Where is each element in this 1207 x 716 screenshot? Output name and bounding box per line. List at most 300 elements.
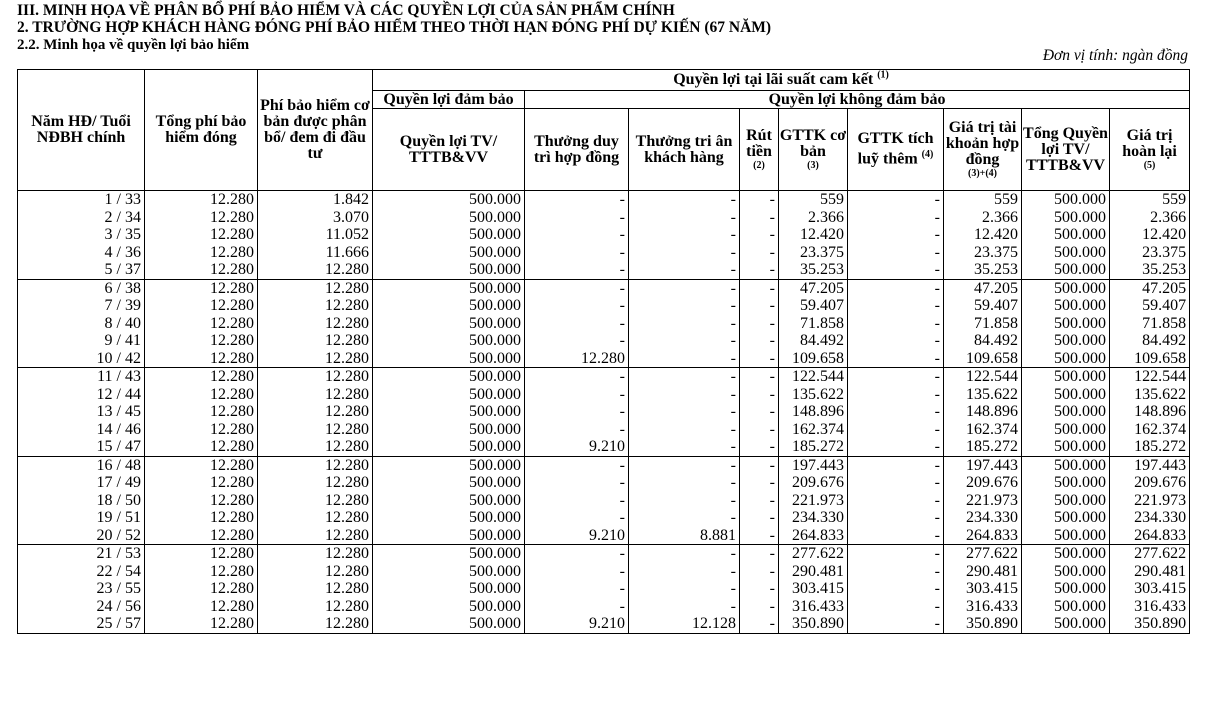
cell-surrender: 185.272 <box>1110 438 1190 456</box>
cell-maintenance-bonus: - <box>525 403 629 421</box>
cell-basic-account: 350.890 <box>779 615 848 633</box>
cell-withdrawal: - <box>740 297 779 315</box>
cell-withdrawal: - <box>740 598 779 616</box>
cell-maintenance-bonus: - <box>525 545 629 563</box>
table-row <box>18 315 1190 333</box>
cell-death-tpd: 500.000 <box>373 580 525 598</box>
cell-total-premium: 12.280 <box>145 421 258 439</box>
cell-surrender: 23.375 <box>1110 244 1190 262</box>
cell-loyalty-bonus: - <box>629 563 740 581</box>
table-row <box>18 368 1190 386</box>
cell-loyalty-bonus: - <box>629 332 740 350</box>
table-row <box>18 545 1190 563</box>
header-non-guaranteed: Quyền lợi không đảm bảo <box>525 91 1190 109</box>
cell-surrender: 221.973 <box>1110 492 1190 510</box>
cell-loyalty-bonus: - <box>629 226 740 244</box>
cell-maintenance-bonus: 12.280 <box>525 350 629 368</box>
cell-topup-account: - <box>848 297 944 315</box>
cell-basic-premium: 11.666 <box>258 244 373 262</box>
cell-account-value: 2.366 <box>944 209 1022 227</box>
header-basic-account-label: GTTK cơ bản <box>779 126 847 160</box>
cell-maintenance-bonus: - <box>525 386 629 404</box>
cell-basic-account: 71.858 <box>779 315 848 333</box>
cell-year-age: 2 / 34 <box>18 209 145 227</box>
cell-surrender: 122.544 <box>1110 368 1190 386</box>
cell-maintenance-bonus: 9.210 <box>525 615 629 633</box>
table-row <box>18 244 1190 262</box>
table-row <box>18 297 1190 315</box>
cell-account-value: 47.205 <box>944 279 1022 297</box>
cell-loyalty-bonus: 12.128 <box>629 615 740 633</box>
header-withdrawal-note: (2) <box>753 159 765 171</box>
cell-topup-account: - <box>848 580 944 598</box>
cell-total-death: 500.000 <box>1022 527 1110 545</box>
cell-death-tpd: 500.000 <box>373 545 525 563</box>
cell-topup-account: - <box>848 456 944 474</box>
cell-total-premium: 12.280 <box>145 315 258 333</box>
cell-surrender: 135.622 <box>1110 386 1190 404</box>
cell-surrender: 234.330 <box>1110 509 1190 527</box>
cell-basic-premium: 12.280 <box>258 438 373 456</box>
section-heading: III. MINH HỌA VỀ PHÂN BỔ PHÍ BẢO HIỂM VÀ CÁC QUYỀN LỢI CỦA SẢN PHẨM CHÍNH <box>17 2 675 19</box>
cell-total-death: 500.000 <box>1022 386 1110 404</box>
cell-topup-account: - <box>848 527 944 545</box>
cell-total-death: 500.000 <box>1022 226 1110 244</box>
cell-total-death: 500.000 <box>1022 315 1110 333</box>
cell-withdrawal: - <box>740 279 779 297</box>
cell-loyalty-bonus: - <box>629 509 740 527</box>
table-row <box>18 191 1190 209</box>
header-year-age: Năm HĐ/ Tuổi NĐBH chính <box>18 70 145 191</box>
cell-basic-premium: 12.280 <box>258 315 373 333</box>
cell-year-age: 3 / 35 <box>18 226 145 244</box>
cell-loyalty-bonus: - <box>629 315 740 333</box>
cell-topup-account: - <box>848 598 944 616</box>
cell-basic-account: 59.407 <box>779 297 848 315</box>
cell-topup-account: - <box>848 474 944 492</box>
header-topup-account-note: (4) <box>921 149 934 161</box>
table-row <box>18 386 1190 404</box>
cell-surrender: 316.433 <box>1110 598 1190 616</box>
header-topup-account-label: GTTK tích luỹ thêm <box>857 130 934 168</box>
cell-basic-premium: 12.280 <box>258 563 373 581</box>
header-basic-account-note: (3) <box>807 159 819 171</box>
cell-total-death: 500.000 <box>1022 209 1110 227</box>
cell-loyalty-bonus: - <box>629 580 740 598</box>
cell-total-premium: 12.280 <box>145 226 258 244</box>
cell-topup-account: - <box>848 261 944 279</box>
cell-total-premium: 12.280 <box>145 244 258 262</box>
cell-year-age: 14 / 46 <box>18 421 145 439</box>
table-row <box>18 456 1190 474</box>
cell-maintenance-bonus: - <box>525 456 629 474</box>
cell-topup-account: - <box>848 563 944 581</box>
cell-total-premium: 12.280 <box>145 209 258 227</box>
cell-total-premium: 12.280 <box>145 386 258 404</box>
cell-year-age: 16 / 48 <box>18 456 145 474</box>
header-maintenance-bonus: Thưởng duy trì hợp đồng <box>525 109 629 191</box>
cell-basic-premium: 12.280 <box>258 403 373 421</box>
cell-loyalty-bonus: - <box>629 598 740 616</box>
cell-surrender: 84.492 <box>1110 332 1190 350</box>
cell-death-tpd: 500.000 <box>373 456 525 474</box>
cell-topup-account: - <box>848 209 944 227</box>
cell-total-premium: 12.280 <box>145 545 258 563</box>
cell-loyalty-bonus: - <box>629 244 740 262</box>
table-row <box>18 474 1190 492</box>
cell-loyalty-bonus: - <box>629 403 740 421</box>
cell-topup-account: - <box>848 438 944 456</box>
cell-maintenance-bonus: - <box>525 421 629 439</box>
header-total-death: Tổng Quyền lợi TV/ TTTB&VV <box>1022 109 1110 191</box>
cell-loyalty-bonus: - <box>629 456 740 474</box>
cell-death-tpd: 500.000 <box>373 244 525 262</box>
cell-withdrawal: - <box>740 261 779 279</box>
cell-year-age: 18 / 50 <box>18 492 145 510</box>
cell-loyalty-bonus: 8.881 <box>629 527 740 545</box>
cell-year-age: 21 / 53 <box>18 545 145 563</box>
cell-loyalty-bonus: - <box>629 191 740 209</box>
table-body <box>18 191 1190 634</box>
cell-total-death: 500.000 <box>1022 580 1110 598</box>
cell-surrender: 35.253 <box>1110 261 1190 279</box>
cell-basic-account: 2.366 <box>779 209 848 227</box>
cell-total-death: 500.000 <box>1022 615 1110 633</box>
cell-total-death: 500.000 <box>1022 563 1110 581</box>
cell-total-premium: 12.280 <box>145 279 258 297</box>
cell-death-tpd: 500.000 <box>373 226 525 244</box>
cell-total-premium: 12.280 <box>145 492 258 510</box>
cell-account-value: 197.443 <box>944 456 1022 474</box>
cell-death-tpd: 500.000 <box>373 563 525 581</box>
cell-total-death: 500.000 <box>1022 244 1110 262</box>
cell-withdrawal: - <box>740 545 779 563</box>
cell-account-value: 12.420 <box>944 226 1022 244</box>
cell-account-value: 559 <box>944 191 1022 209</box>
cell-total-death: 500.000 <box>1022 421 1110 439</box>
cell-death-tpd: 500.000 <box>373 474 525 492</box>
header-basic-premium: Phí bảo hiểm cơ bản được phân bổ/ đem đi đầu tư <box>258 70 373 191</box>
cell-account-value: 290.481 <box>944 563 1022 581</box>
table-row <box>18 563 1190 581</box>
cell-basic-account: 197.443 <box>779 456 848 474</box>
cell-year-age: 7 / 39 <box>18 297 145 315</box>
cell-topup-account: - <box>848 191 944 209</box>
cell-account-value: 264.833 <box>944 527 1022 545</box>
cell-loyalty-bonus: - <box>629 386 740 404</box>
cell-year-age: 19 / 51 <box>18 509 145 527</box>
cell-total-death: 500.000 <box>1022 492 1110 510</box>
cell-maintenance-bonus: - <box>525 261 629 279</box>
cell-total-death: 500.000 <box>1022 350 1110 368</box>
table-row <box>18 580 1190 598</box>
cell-year-age: 5 / 37 <box>18 261 145 279</box>
cell-basic-premium: 12.280 <box>258 386 373 404</box>
cell-year-age: 8 / 40 <box>18 315 145 333</box>
cell-surrender: 303.415 <box>1110 580 1190 598</box>
table-row <box>18 261 1190 279</box>
cell-total-death: 500.000 <box>1022 474 1110 492</box>
cell-total-premium: 12.280 <box>145 368 258 386</box>
header-basic-account <box>779 109 848 191</box>
cell-maintenance-bonus: - <box>525 492 629 510</box>
cell-surrender: 2.366 <box>1110 209 1190 227</box>
cell-basic-account: 109.658 <box>779 350 848 368</box>
cell-basic-premium: 12.280 <box>258 297 373 315</box>
cell-maintenance-bonus: - <box>525 191 629 209</box>
cell-surrender: 47.205 <box>1110 279 1190 297</box>
cell-account-value: 234.330 <box>944 509 1022 527</box>
cell-death-tpd: 500.000 <box>373 438 525 456</box>
cell-account-value: 162.374 <box>944 421 1022 439</box>
cell-account-value: 59.407 <box>944 297 1022 315</box>
cell-death-tpd: 500.000 <box>373 209 525 227</box>
cell-withdrawal: - <box>740 315 779 333</box>
header-account-value <box>944 109 1022 191</box>
cell-account-value: 71.858 <box>944 315 1022 333</box>
cell-topup-account: - <box>848 332 944 350</box>
cell-basic-premium: 12.280 <box>258 509 373 527</box>
cell-basic-premium: 12.280 <box>258 421 373 439</box>
cell-basic-premium: 12.280 <box>258 474 373 492</box>
cell-maintenance-bonus: - <box>525 209 629 227</box>
cell-topup-account: - <box>848 244 944 262</box>
table-row <box>18 598 1190 616</box>
cell-withdrawal: - <box>740 421 779 439</box>
cell-basic-premium: 11.052 <box>258 226 373 244</box>
cell-basic-account: 316.433 <box>779 598 848 616</box>
cell-basic-account: 162.374 <box>779 421 848 439</box>
cell-basic-premium: 12.280 <box>258 492 373 510</box>
cell-surrender: 148.896 <box>1110 403 1190 421</box>
cell-withdrawal: - <box>740 580 779 598</box>
cell-account-value: 84.492 <box>944 332 1022 350</box>
cell-total-premium: 12.280 <box>145 261 258 279</box>
cell-year-age: 24 / 56 <box>18 598 145 616</box>
cell-year-age: 10 / 42 <box>18 350 145 368</box>
header-account-value-label: Giá trị tài khoản hợp đồng <box>945 118 1020 168</box>
cell-loyalty-bonus: - <box>629 545 740 563</box>
cell-basic-account: 23.375 <box>779 244 848 262</box>
cell-basic-account: 221.973 <box>779 492 848 510</box>
unit-note: Đơn vị tính: ngàn đồng <box>1042 47 1188 64</box>
cell-maintenance-bonus: 9.210 <box>525 527 629 545</box>
cell-year-age: 15 / 47 <box>18 438 145 456</box>
cell-maintenance-bonus: - <box>525 244 629 262</box>
table-row <box>18 226 1190 244</box>
cell-basic-account: 84.492 <box>779 332 848 350</box>
cell-surrender: 277.622 <box>1110 545 1190 563</box>
cell-topup-account: - <box>848 368 944 386</box>
cell-total-death: 500.000 <box>1022 191 1110 209</box>
cell-basic-premium: 3.070 <box>258 209 373 227</box>
header-surrender-label: Giá trị hoàn lại <box>1122 126 1177 160</box>
cell-withdrawal: - <box>740 438 779 456</box>
cell-year-age: 13 / 45 <box>18 403 145 421</box>
cell-withdrawal: - <box>740 509 779 527</box>
cell-total-premium: 12.280 <box>145 563 258 581</box>
header-surrender-note: (5) <box>1143 159 1156 171</box>
cell-topup-account: - <box>848 545 944 563</box>
cell-basic-premium: 12.280 <box>258 580 373 598</box>
cell-basic-account: 122.544 <box>779 368 848 386</box>
header-loyalty-bonus: Thưởng tri ân khách hàng <box>629 109 740 191</box>
table-row <box>18 332 1190 350</box>
cell-basic-account: 35.253 <box>779 261 848 279</box>
cell-surrender: 12.420 <box>1110 226 1190 244</box>
cell-total-death: 500.000 <box>1022 279 1110 297</box>
cell-topup-account: - <box>848 315 944 333</box>
cell-total-death: 500.000 <box>1022 332 1110 350</box>
cell-basic-premium: 1.842 <box>258 191 373 209</box>
cell-topup-account: - <box>848 421 944 439</box>
cell-account-value: 303.415 <box>944 580 1022 598</box>
cell-loyalty-bonus: - <box>629 261 740 279</box>
cell-basic-premium: 12.280 <box>258 350 373 368</box>
cell-account-value: 185.272 <box>944 438 1022 456</box>
cell-maintenance-bonus: - <box>525 509 629 527</box>
cell-maintenance-bonus: - <box>525 279 629 297</box>
cell-basic-account: 290.481 <box>779 563 848 581</box>
cell-total-death: 500.000 <box>1022 545 1110 563</box>
cell-death-tpd: 500.000 <box>373 615 525 633</box>
cell-surrender: 197.443 <box>1110 456 1190 474</box>
header-account-value-note: (3)+(4) <box>967 167 998 179</box>
cell-death-tpd: 500.000 <box>373 315 525 333</box>
cell-withdrawal: - <box>740 474 779 492</box>
cell-maintenance-bonus: - <box>525 580 629 598</box>
cell-basic-premium: 12.280 <box>258 545 373 563</box>
cell-total-premium: 12.280 <box>145 403 258 421</box>
cell-death-tpd: 500.000 <box>373 297 525 315</box>
cell-total-premium: 12.280 <box>145 615 258 633</box>
cell-death-tpd: 500.000 <box>373 421 525 439</box>
cell-basic-account: 148.896 <box>779 403 848 421</box>
cell-basic-account: 234.330 <box>779 509 848 527</box>
cell-total-premium: 12.280 <box>145 474 258 492</box>
cell-death-tpd: 500.000 <box>373 279 525 297</box>
cell-loyalty-bonus: - <box>629 209 740 227</box>
cell-surrender: 559 <box>1110 191 1190 209</box>
cell-topup-account: - <box>848 615 944 633</box>
cell-death-tpd: 500.000 <box>373 509 525 527</box>
cell-basic-premium: 12.280 <box>258 368 373 386</box>
cell-death-tpd: 500.000 <box>373 350 525 368</box>
header-group-note: (1) <box>877 69 889 81</box>
cell-year-age: 25 / 57 <box>18 615 145 633</box>
header-death-tpd: Quyền lợi TV/ TTTB&VV <box>373 109 525 191</box>
cell-basic-premium: 12.280 <box>258 261 373 279</box>
table-row <box>18 527 1190 545</box>
cell-topup-account: - <box>848 350 944 368</box>
cell-total-premium: 12.280 <box>145 509 258 527</box>
cell-basic-account: 12.420 <box>779 226 848 244</box>
cell-loyalty-bonus: - <box>629 297 740 315</box>
cell-maintenance-bonus: - <box>525 474 629 492</box>
cell-basic-account: 47.205 <box>779 279 848 297</box>
cell-year-age: 23 / 55 <box>18 580 145 598</box>
cell-total-death: 500.000 <box>1022 297 1110 315</box>
cell-maintenance-bonus: - <box>525 226 629 244</box>
cell-basic-premium: 12.280 <box>258 615 373 633</box>
cell-basic-account: 209.676 <box>779 474 848 492</box>
cell-total-death: 500.000 <box>1022 261 1110 279</box>
cell-death-tpd: 500.000 <box>373 386 525 404</box>
cell-total-premium: 12.280 <box>145 456 258 474</box>
cell-death-tpd: 500.000 <box>373 403 525 421</box>
cell-withdrawal: - <box>740 403 779 421</box>
cell-withdrawal: - <box>740 563 779 581</box>
cell-account-value: 316.433 <box>944 598 1022 616</box>
cell-withdrawal: - <box>740 527 779 545</box>
cell-basic-account: 559 <box>779 191 848 209</box>
cell-maintenance-bonus: - <box>525 315 629 333</box>
cell-death-tpd: 500.000 <box>373 492 525 510</box>
cell-total-death: 500.000 <box>1022 368 1110 386</box>
cell-year-age: 20 / 52 <box>18 527 145 545</box>
cell-loyalty-bonus: - <box>629 474 740 492</box>
cell-withdrawal: - <box>740 244 779 262</box>
cell-account-value: 23.375 <box>944 244 1022 262</box>
cell-withdrawal: - <box>740 368 779 386</box>
cell-loyalty-bonus: - <box>629 279 740 297</box>
table-row <box>18 279 1190 297</box>
cell-withdrawal: - <box>740 332 779 350</box>
benefit-illustration-table <box>17 69 1190 634</box>
cell-account-value: 221.973 <box>944 492 1022 510</box>
cell-basic-premium: 12.280 <box>258 456 373 474</box>
cell-year-age: 1 / 33 <box>18 191 145 209</box>
table-row <box>18 615 1190 633</box>
cell-basic-account: 277.622 <box>779 545 848 563</box>
header-group-title: Quyền lợi tại lãi suất cam kết <box>673 71 874 88</box>
header-guaranteed: Quyền lợi đảm bảo <box>373 91 525 109</box>
cell-surrender: 71.858 <box>1110 315 1190 333</box>
table-row <box>18 209 1190 227</box>
cell-death-tpd: 500.000 <box>373 332 525 350</box>
cell-topup-account: - <box>848 226 944 244</box>
cell-maintenance-bonus: - <box>525 598 629 616</box>
cell-total-premium: 12.280 <box>145 580 258 598</box>
cell-year-age: 12 / 44 <box>18 386 145 404</box>
cell-total-premium: 12.280 <box>145 350 258 368</box>
cell-death-tpd: 500.000 <box>373 191 525 209</box>
cell-basic-premium: 12.280 <box>258 598 373 616</box>
cell-death-tpd: 500.000 <box>373 598 525 616</box>
cell-total-death: 500.000 <box>1022 456 1110 474</box>
cell-death-tpd: 500.000 <box>373 368 525 386</box>
cell-total-premium: 12.280 <box>145 598 258 616</box>
cell-total-death: 500.000 <box>1022 598 1110 616</box>
cell-account-value: 35.253 <box>944 261 1022 279</box>
cell-basic-premium: 12.280 <box>258 332 373 350</box>
cell-account-value: 148.896 <box>944 403 1022 421</box>
header-topup-account <box>848 109 944 191</box>
cell-topup-account: - <box>848 279 944 297</box>
cell-total-premium: 12.280 <box>145 332 258 350</box>
cell-year-age: 6 / 38 <box>18 279 145 297</box>
cell-surrender: 264.833 <box>1110 527 1190 545</box>
cell-topup-account: - <box>848 403 944 421</box>
cell-loyalty-bonus: - <box>629 350 740 368</box>
cell-withdrawal: - <box>740 209 779 227</box>
cell-loyalty-bonus: - <box>629 421 740 439</box>
cell-year-age: 17 / 49 <box>18 474 145 492</box>
cell-surrender: 290.481 <box>1110 563 1190 581</box>
cell-maintenance-bonus: - <box>525 332 629 350</box>
cell-year-age: 4 / 36 <box>18 244 145 262</box>
cell-loyalty-bonus: - <box>629 368 740 386</box>
